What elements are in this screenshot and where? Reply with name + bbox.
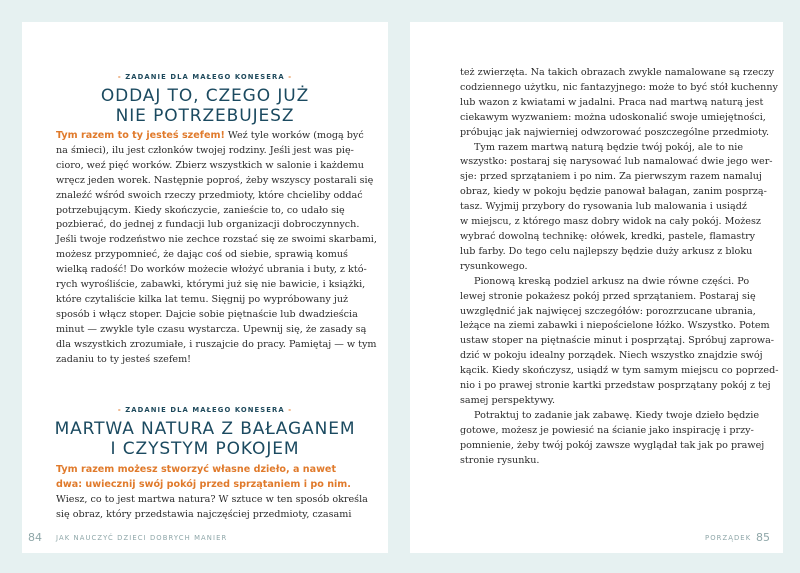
heading-1-line-1: ODDAJ TO, CZEGO JUŻ	[100, 86, 310, 106]
text-line: wybrać dowolną technikę: ołówek, kredki, pastele, flamastry	[460, 230, 756, 242]
text-line: obraz, kiedy w pokoju będzie panował bałagan, zanim posprzą-	[460, 186, 767, 198]
section-tag: - ZADANIE DLA MAŁEGO KONESERA -	[117, 73, 293, 81]
page-number-left: 84	[28, 531, 42, 544]
text-line: samej perspektywy.	[460, 394, 556, 406]
text-line: dla wszystkich zrozumiałe, i ruszajcie do pracy. Pamiętaj — w tym	[56, 338, 377, 350]
text-line: Jeśli twoje rodzeństwo nie zechce rozstać się ze swoimi skarbami,	[56, 234, 377, 246]
text-line: ciekawym wyzwaniem: można udoskonalić swoje umiejętności,	[460, 111, 766, 123]
left-page	[22, 22, 388, 553]
text-line: uwzględnić jak najwięcej szczegółów: porozrzucane ubrania,	[460, 305, 756, 317]
text-line: ustaw stoper na piętnaście minut i posprzątaj. Spróbuj zaprowa-	[460, 335, 775, 347]
text-line: Potraktuj to zadanie jak zabawę. Kiedy twoje dzieło będzie	[474, 409, 760, 421]
text-line: Pionową kreską podziel arkusz na dwie równe części. Po	[474, 275, 750, 287]
text-line: zadaniu to ty jesteś szefem!	[56, 353, 192, 365]
text-line: w miejscu, z którego masz dobry widok na cały pokój. Możesz	[460, 216, 761, 228]
text-line: lub wazon z kwiatami w jadalni. Praca nad martwą naturą jest	[460, 96, 764, 108]
text-line: na śmieci), ilu jest członków twojej rodziny. Jeśli jest was pię-	[56, 144, 354, 156]
text-line: nio i po prawej stronie kartki przedstaw posprzątany pokój z tej	[460, 380, 771, 392]
text-line: Tym razem możesz stworzyć własne dzieło, a nawet	[56, 464, 337, 475]
text-line: się obraz, który przedstawia najczęściej przedmioty, czasami	[56, 508, 352, 520]
text-line: znaleźć wśród swoich rzeczy przedmioty, które chcieliby oddać	[56, 189, 363, 201]
section-tag-text: ZADANIE DLA MAŁEGO KONESERA	[125, 406, 285, 414]
text-line: rysunkowego.	[460, 260, 528, 272]
paragraph-2	[56, 463, 368, 523]
text-line: kącik. Kiedy skończysz, usiądź w tym samym miejscu co poprzed-	[460, 365, 779, 377]
text-line: wszystko: postaraj się narysować lub namalować dwie jego wer-	[460, 156, 773, 168]
text-line: możesz przypomnieć, że dając coś od siebie, sprawią komuś	[56, 249, 348, 261]
heading-1	[22, 86, 388, 126]
text-line: wielką radość! Do worków możecie włożyć ubrania i buty, z któ-	[56, 264, 367, 276]
text-line: tasz. Wyjmij przybory do rysowania lub malowania i usiądź	[460, 201, 747, 213]
text-line: Tym razem martwą naturą będzie twój pokój, ale to nie	[474, 141, 744, 153]
page-number-right: 85	[756, 531, 770, 544]
text-line: próbując jak najwierniej odwzorować poszczególne przedmioty.	[460, 126, 770, 138]
text-line: pozbierać, do jednej z fundacji lub organizacji dobroczynnych.	[56, 219, 360, 231]
text-line: Wiesz, co to jest martwa natura? W sztuce w ten sposób określa	[56, 493, 368, 505]
section-tag-text: ZADANIE DLA MAŁEGO KONESERA	[125, 73, 285, 81]
footer-book-title: JAK NAUCZYĆ DZIECI DOBRYCH MANIER	[56, 534, 228, 542]
text-line: które czytaliście kilka lat temu. Sięgnij po wypróbowany już	[56, 293, 349, 305]
text-line: pomnienie, żeby twój pokój zawsze wyglądał tak jak po prawej	[460, 439, 765, 451]
heading-2	[22, 419, 388, 459]
text-line: minut — zwykle tyle czasu wystarcza. Upewnij się, że zasady są	[56, 323, 367, 335]
text-line: dzić w pokoju idealny porządek. Niech wszystko znajdzie swój	[460, 350, 763, 362]
heading-2-line-1: MARTWA NATURA Z BAŁAGANEM	[54, 419, 356, 439]
heading-1-line-2: NIE POTRZEBUJESZ	[115, 106, 295, 126]
right-page-text	[460, 66, 779, 468]
text-line: lewej stronie pokażesz pokój przed sprzątaniem. Postaraj się	[460, 290, 756, 302]
text-line: wręcz jeden worek. Następnie poproś, żeby wszyscy postarali się	[56, 174, 374, 186]
heading-2-line-2: I CZYSTYM POKOJEM	[110, 439, 300, 459]
lead-text: Tym razem to ty jesteś szefem!	[56, 130, 225, 141]
text-line: lub farby. Do tego celu najlepszy będzie duży arkusz z bloku	[460, 245, 753, 257]
section-tag-2: - ZADANIE DLA MAŁEGO KONESERA -	[117, 406, 293, 414]
text-line: codziennego użytku, nic fantazyjnego: może to być stół kuchenny	[460, 81, 778, 93]
text-line: też zwierzęta. Na takich obrazach zwykle namalowane są rzeczy	[460, 67, 775, 78]
text-line: sposób i włącz stoper. Dajcie sobie piętnaście lub dwadzieścia	[56, 308, 358, 320]
text-line	[56, 129, 364, 144]
text-line: gotowe, możesz je powiesić na ścianie jako inspirację i przy-	[460, 424, 754, 436]
paragraph-1	[56, 129, 377, 368]
text-line: cioro, weź pięć worków. Zbierz wszystkich w salonie i każdemu	[56, 159, 364, 171]
text-line: sje: przed sprzątaniem i po nim. Za pierwszym razem namaluj	[460, 171, 762, 183]
text-line: rych wyrośliście, zabawki, którymi już się nie bawicie, i książki,	[56, 279, 366, 291]
text-line: leżące na ziemi zabawki i niepościelone łóżko. Wszystko. Potem	[460, 320, 770, 332]
text-line: stronie rysunku.	[460, 454, 540, 466]
text-line: potrzebującym. Kiedy skończycie, zanieście to, co udało się	[56, 204, 345, 216]
right-page	[410, 22, 783, 553]
footer-section-title: PORZĄDEK	[705, 534, 752, 542]
text-line: dwa: uwiecznij swój pokój przed sprzątaniem i po nim.	[56, 478, 351, 490]
text-fragment: Weź tyle worków (mogą być	[224, 130, 364, 141]
